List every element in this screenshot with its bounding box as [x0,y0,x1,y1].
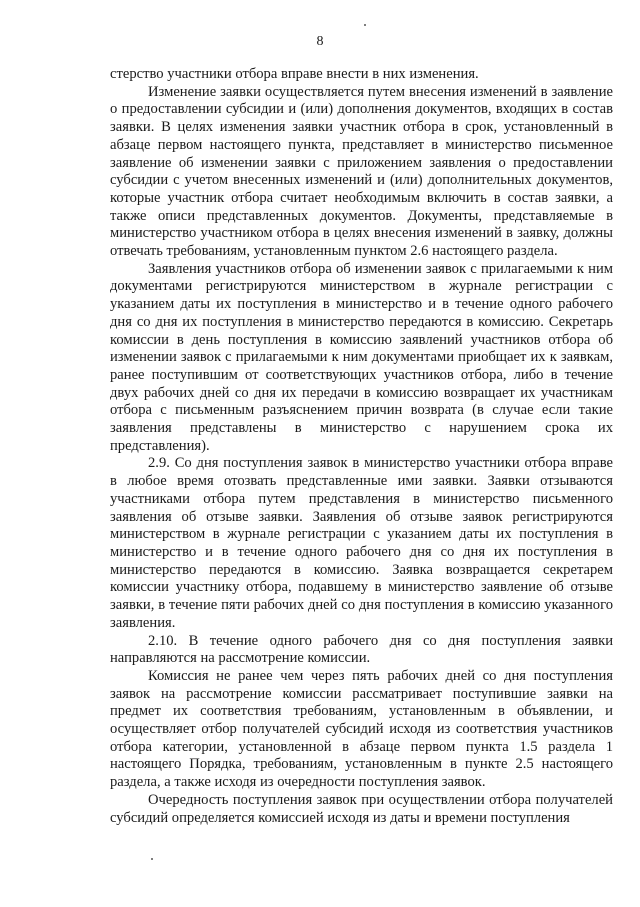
paragraph-3: Заявления участников отбора об изменении заявок с прилагаемыми к ним документами регистрируются министерством в журнале регистрации с указанием даты их поступления в министерство и в течение одного рабочего дня со дня их поступления в министерство передаются в комиссию. Секретарь комиссии в день поступления в комиссию заявлений участников отбора об изменении заявок с прилагаемыми к ним документами приобщает их к заявкам, ранее поступившим от соответствующих участников отбора, либо в течение двух рабочих дней со дня их передачи в комиссию возвращает их участникам отбора с письменным разъяснением причин возврата (в случае если такие заявления представлены в министерство с нарушением срока их представления). [110,260,613,454]
scan-speck [364,24,366,26]
paragraph-1: стерство участники отбора вправе внести в них изменения. [110,66,479,82]
paragraph-6: Комиссия не ранее чем через пять рабочих дней со дня поступления заявок на рассмотрение комиссии рассматривает поступившие заявки на предмет их соответствия требованиям, установленным в объявлении, и осуществляет отбор получателей субсидий исходя из соответствия участников отбора категории, установленной в абзаце первом пункта 1.5 раздела 1 настоящего Порядка, требованиям, установленным в пункте 2.5 настоящего раздела, а также исходя из очередности поступления заявок. [110,667,613,791]
paragraph-7: Очередность поступления заявок при осуществлении отбора получателей субсидий определяется комиссией исходя из даты и времени поступления [110,791,613,826]
paragraph-5: 2.10. В течение одного рабочего дня со дня поступления заявки направляются на рассмотрение комиссии. [110,632,613,667]
paragraph-4: 2.9. Со дня поступления заявок в министерство участники отбора вправе в любое время отозвать представленные ими заявки. Заявки отзываются участниками отбора путем представления в министерство письменного заявления об отзыве заявки. Заявления об отзыве заявок регистрируются министерством в журнале регистрации с указанием даты их поступления в министерство и в течение одного рабочего дня со дня их поступления в министерство передаются в комиссию. Заявка возвращается секретарем комиссии участнику отбора, подавшему в министерство заявление об отзыве заявки, в течение пяти рабочих дней со дня поступления в комиссию указанного заявления. [110,455,613,631]
scan-speck [151,858,153,860]
document-body [110,66,613,827]
page-number: 8 [316,34,324,49]
paragraph-2: Изменение заявки осуществляется путем внесения изменений в заявление о предоставлении субсидии и (или) дополнения документов, входящих в состав заявки. В целях изменения заявки участник отбора в срок, установленный в абзаце первом настоящего пункта, представляет в министерство письменное заявление об изменении заявки с приложением заявления о предоставлении субсидии с учетом внесенных изменений и (или) дополнительных документов, которые участник отбора считает необходимым включить в состав заявки, а также описи представленных документов. Документы, представляемые в министерство участником отбора в целях внесения изменений в заявку, должны отвечать требованиям, установленным пунктом 2.6 настоящего раздела. [110,83,613,260]
